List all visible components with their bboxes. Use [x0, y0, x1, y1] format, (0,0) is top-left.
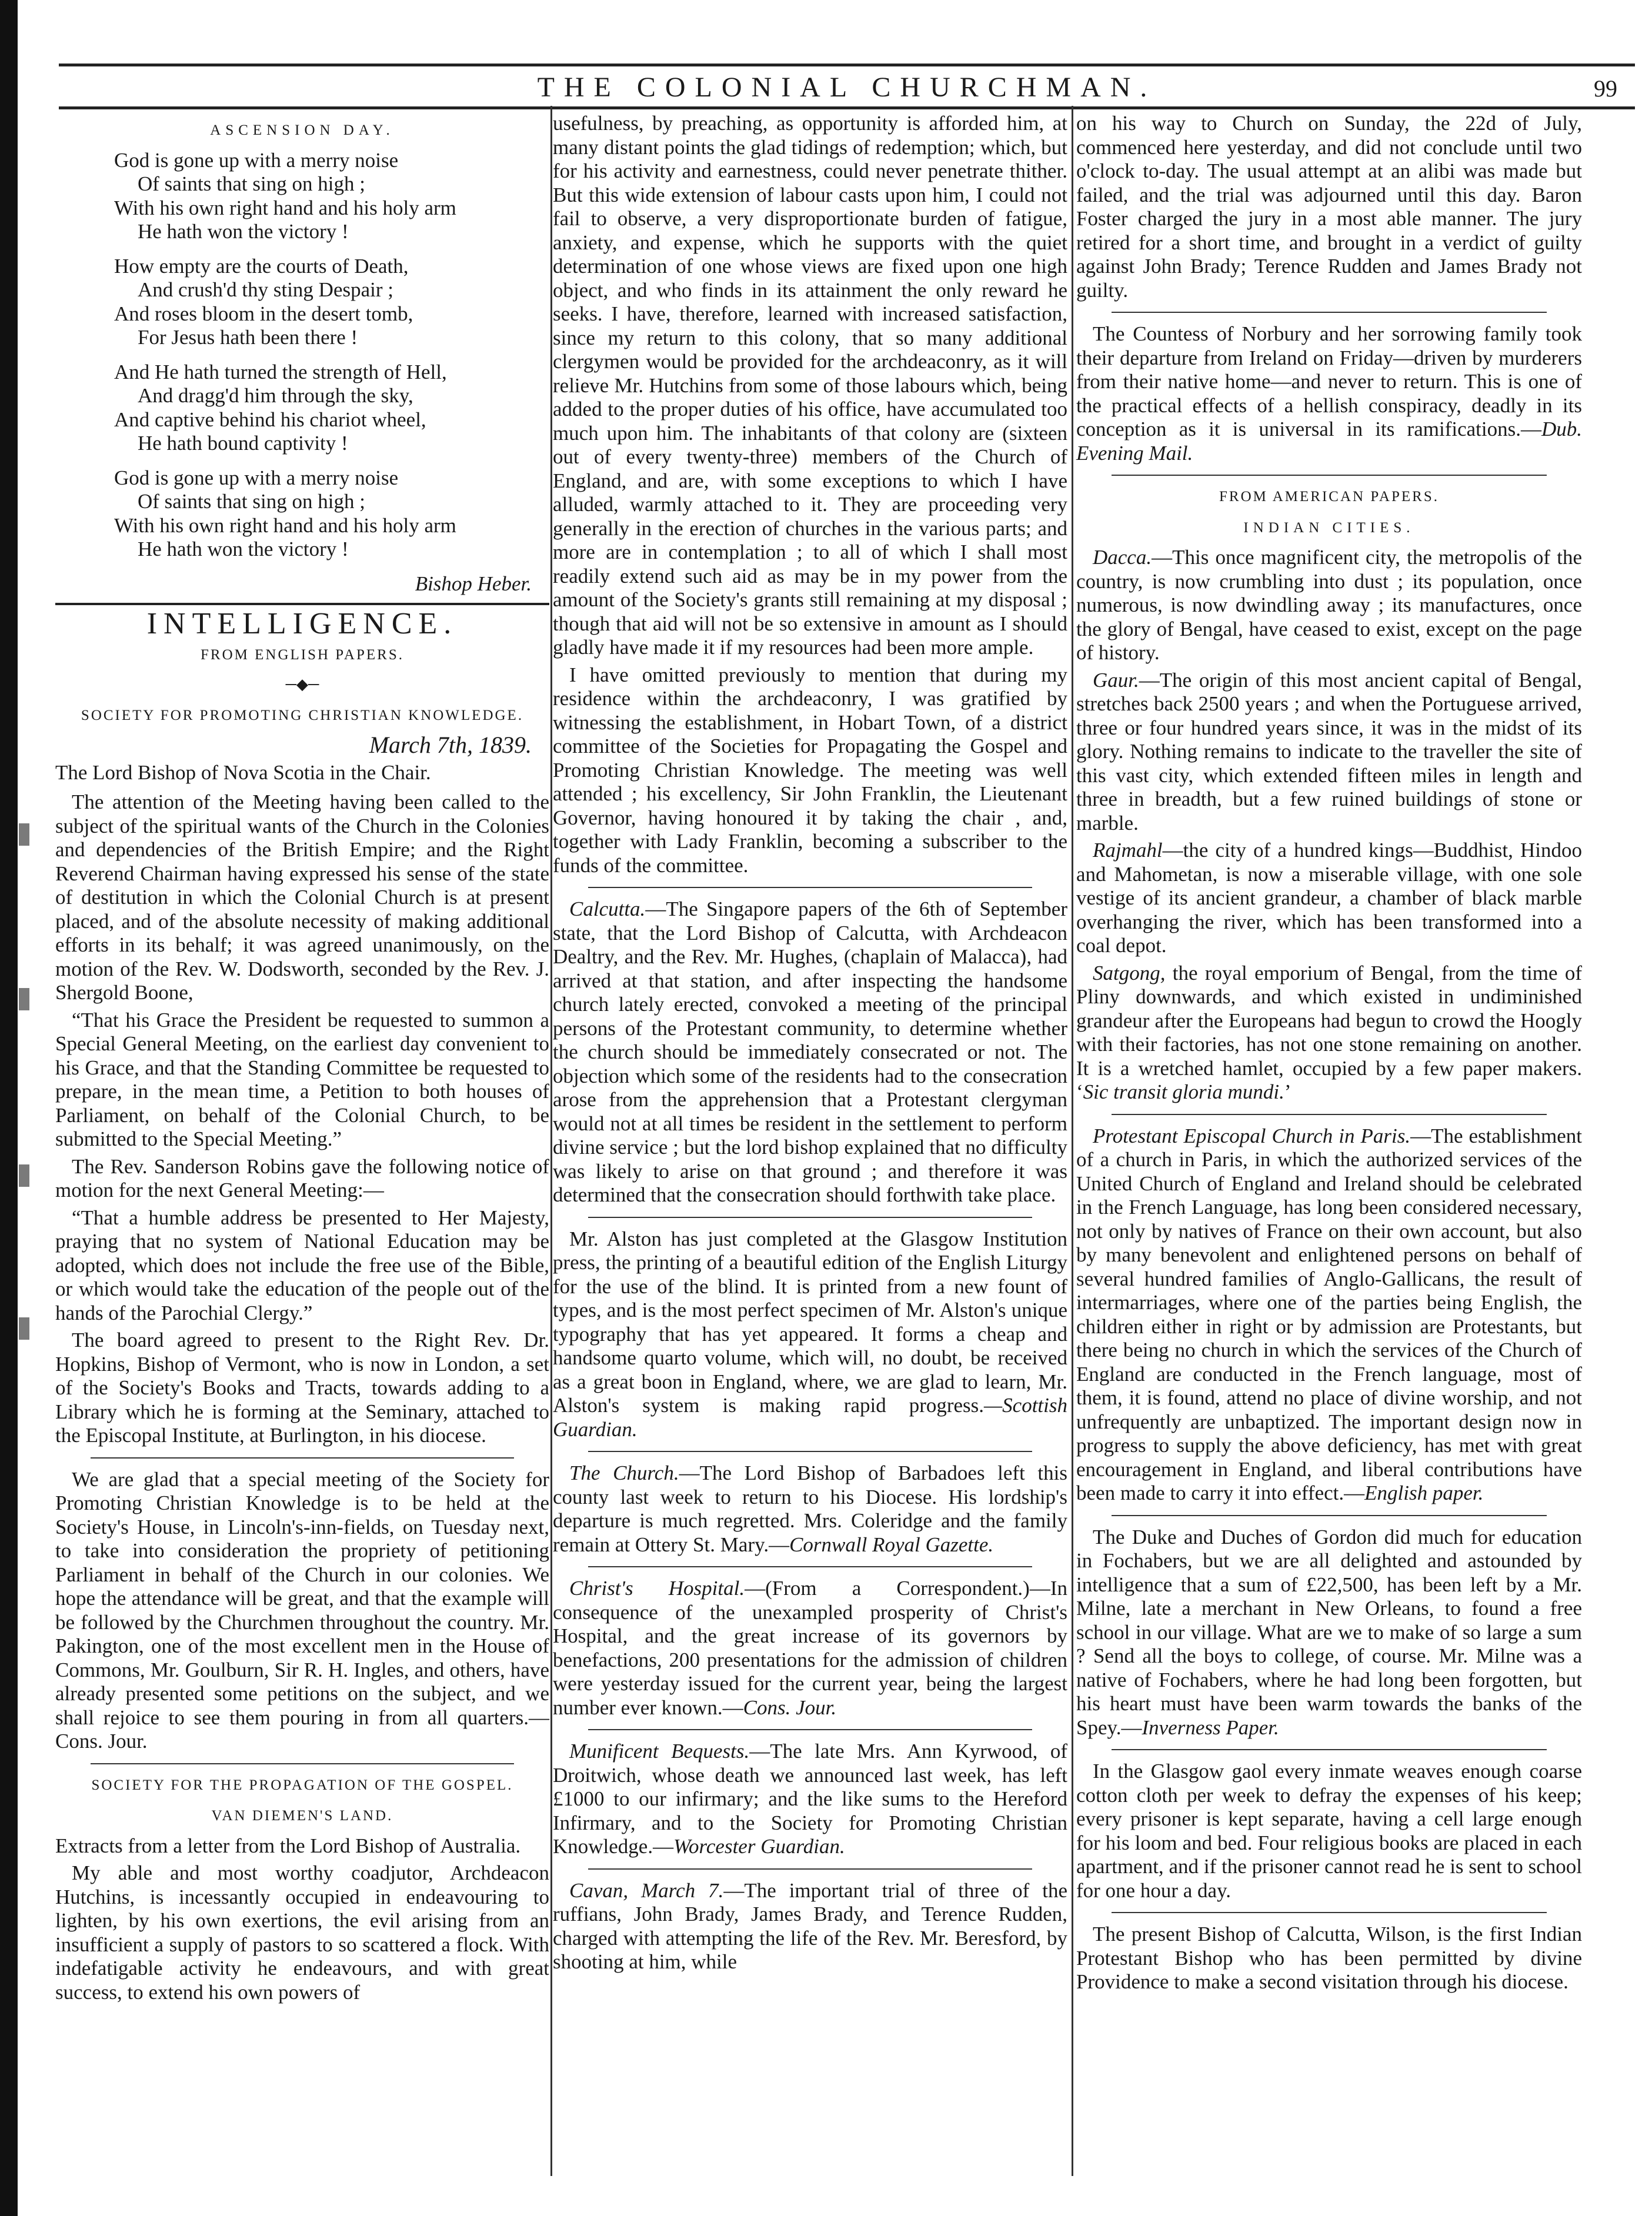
article-title: Munificent Bequests. [569, 1740, 750, 1763]
poem-stanza [114, 361, 549, 456]
article-body: —This once magnificent city, the metropolis of the country, is now crumbling into dust ; its population, once numerous, is now dwindling away ; its manufactures, once the glory of Bengal, have ceased to exist, except on the page of history. [1076, 546, 1582, 664]
paragraph: The board agreed to present to the Right Rev. Dr. Hopkins, Bishop of Vermont, who is now in London, a set of the Society's Books and Tracts, towards adding to a Library which he is forming at the Seminary, attached to the Episcopal Institute, at Burlington, in his diocese. [55, 1329, 549, 1447]
poem-line: For Jesus hath been there ! [138, 326, 358, 349]
article-title: Cavan, March 7. [569, 1878, 724, 1902]
article-body: the royal emporium of Bengal, from the time of Pliny downwards, and which existed in undiminished grandeur after the Europeans had begun to crowd the Hoogly with their factories, has not one stone remaining on another. It is a wretched hamlet, occupied by a few paper makers. ‘ [1076, 961, 1582, 1103]
poem-signature: Bishop Heber. [415, 572, 532, 595]
article-divider [91, 1457, 514, 1459]
article [1076, 669, 1582, 836]
section-subheading: FROM AMERICAN PAPERS. [1219, 489, 1439, 505]
article-divider [588, 887, 1032, 888]
article-title: Rajmahl [1093, 839, 1163, 862]
section-subheading: INDIAN CITIES. [1243, 519, 1415, 536]
paragraph: I have omitted previously to mention that during my residence within the archdeaconry, I was gratified by witnessing the establishment, in Hobart Town, of a district committee of the Societies for Propagating the Gospel and Promoting Christian Knowledge. The meeting was well attended ; his excellency, Sir John Franklin, the Lieutenant Governor, having honoured it by taking the chair , and, together with Lady Franklin, becoming a subscriber to the funds of the committee. [553, 663, 1067, 877]
margin-fragment [19, 988, 29, 1010]
paragraph: The Rev. Sanderson Robins gave the following notice of motion for the next General Meeting:— [55, 1154, 549, 1202]
article-body: —The establishment of a church in Paris, in which the authorized services of the United Church of England and Ireland should be celebrated in the French Language, has long been considered necessary, not only by natives of France on their own account, but also by many benevolent and enlightened persons on behalf of several hundred families of Anglo-Gallicans, the result of intermarriages, where one of the parties being English, the children either in right or by admission are Protestants, but there being no church in which the services of the Church of England are conducted in the French language, most of them, it is found, attend no place of divine worship, and not unfrequently are unbaptized. The important design now in progress to supply the above deficiency, has met with great encouragement in England, and liberal contributions have been made to carry it into effect.— [1076, 1124, 1582, 1504]
article-source: —Scottish Guardian. [553, 1394, 1067, 1441]
poem-stanza [114, 255, 549, 350]
article [1076, 839, 1582, 958]
article [553, 1461, 1067, 1557]
newspaper-title: THE COLONIAL CHURCHMAN. [537, 72, 1157, 103]
paragraph: Extracts from a letter from the Lord Bishop of Australia. [55, 1834, 521, 1857]
poem-line: And roses bloom in the desert tomb, [114, 302, 413, 325]
ornament-divider: ─◆─ [285, 676, 319, 693]
poem-line: With his own right hand and his holy arm [114, 513, 456, 537]
article-title: Protestant Episcopal Church in Paris. [1093, 1124, 1411, 1147]
article [1076, 322, 1582, 465]
poem-stanza [114, 466, 549, 562]
poem-line: Of saints that sing on high ; [138, 490, 365, 513]
column-rule [550, 106, 552, 2176]
article-body: —The Lord Bishop of Barbadoes left this county last week to return to his Diocese. His lordship's departure is much regretted. Mrs. Coleridge and the family remain at Ottery St. Mary.— [553, 1461, 1067, 1556]
poem-line: With his own right hand and his holy arm [114, 196, 456, 219]
article-body: The Duke and Duches of Gordon did much for education in Fochabers, but we are all delighted and astounded by intelligence that a sum of £22,500, has been left by a Mr. Milne, late a merchant in New Orleans, to found a free school in our village. What are we to make of so large a sum ? Send all the boys to college, of course. Mr. Milne was a native of Fochabers, where he had long been forgotten, but his heart must have been warm towards the banks of the Spey.— [1076, 1525, 1582, 1739]
poem-line: He hath won the victory ! [138, 220, 349, 243]
article-divider [1112, 312, 1547, 313]
article [553, 1577, 1067, 1720]
article-source: Cornwall Royal Gazette. [789, 1533, 994, 1556]
article-title: Calcutta. [569, 897, 646, 920]
article-body: —The late Mrs. Ann Kyrwood, of Droitwich, whose death we announced last week, has left £1000 to our infirmary; and the like sums to the Hereford Infirmary, and to the Society for Promoting Christian Knowledge.— [553, 1740, 1067, 1858]
masthead [59, 64, 1635, 109]
latin-quote: Sic transit gloria mundi. [1083, 1080, 1284, 1103]
paragraph: The attention of the Meeting having been called to the subject of the spiritual wants of the Church in the Colonies and dependencies of the British Empire; and the Right Reverend Chairman having expressed his sense of the state of destitution in which the Colonial Church is at present placed, and of the absolute necessity of making additional efforts in its behalf; it was agreed unanimously, on the motion of the Rev. W. Dodsworth, seconded by the Rev. J. Shergold Boone, [55, 790, 549, 1004]
article-divider [588, 1729, 1032, 1730]
meeting-date: March 7th, 1839. [369, 732, 532, 758]
paragraph: We are glad that a special meeting of the Society for Promoting Christian Knowledge is to be held at the Society's House, in Lincoln's-inn-fields, on Tuesday next, to take into consideration the propriety of petitioning Parliament in behalf of the Church in our colonies. We hope the attendance will be great, and that the example will be followed by the Churchmen throughout the country. Mr. Pakington, one of the most excellent men in the House of Commons, Mr. Goulburn, Sir R. H. Ingles, and others, have already presented some petitions on the subject, and we shall rejoice to see them pouring in from all quarters.—Cons. Jour. [55, 1467, 549, 1753]
article-body: —(From a Correspondent.)—In consequence of the unexampled prosperity of Christ's Hospital, and the great increase of its governors by benefactions, 200 presentations for the admission of children were yesterday issued for the current year, being the largest number ever known.— [553, 1577, 1067, 1719]
poem-line: And crush'd thy sting Despair ; [138, 278, 394, 301]
article [1076, 1526, 1582, 1740]
poem-line: God is gone up with a merry noise [114, 466, 399, 489]
article-divider [588, 1217, 1032, 1218]
intelligence-heading: INTELLIGENCE. [146, 607, 458, 640]
margin-fragment [19, 1317, 29, 1340]
article-divider [1112, 1114, 1547, 1115]
poem-title: ASCENSION DAY. [210, 122, 395, 138]
poem-line: How empty are the courts of Death, [114, 254, 409, 278]
section-subheading: SOCIETY FOR THE PROPAGATION OF THE GOSPEL. [91, 1777, 513, 1793]
article [1076, 1124, 1582, 1506]
article-divider [588, 1868, 1032, 1870]
poem-line: He hath bound captivity ! [138, 432, 348, 455]
paragraph: The Lord Bishop of Nova Scotia in the Chair. [55, 760, 431, 784]
poem-stanza [114, 149, 549, 244]
poem-line: God is gone up with a merry noise [114, 148, 399, 172]
article-source: English paper. [1364, 1481, 1484, 1504]
paragraph: usefulness, by preaching, as opportunity is afforded him, at many distant points the glad tidings of redemption; which, but for his activity and earnestness, could never penetrate thither. But this wide extension of labour casts upon him, I could not fail to observe, a very disproportionate burden of fatigue, anxiety, and expense, which he supports with the quiet determination of one whose views are fixed upon one high object, and who finds in its attainment the only reward he seeks. I have, therefore, learned with increased satisfaction, since my return to this colony, that so many additional clergymen would be provided for the archdeaconry, as it will relieve Mr. Hutchins from some of those labours which, being added to the proper duties of his office, have accumulated too much upon him. The inhabitants of that colony are (sixteen out of every twenty-three) members of the Church of England, and are, with some exceptions to which I have alluded, warmly attached to it. They are proceeding very generally in the erection of churches in the various parts; and more are in contemplation ; to all of which I shall most readily extend such aid as may be in my power from the amount of the Society's grants still remaining at my disposal ; though that aid will not be so extensive in amount as I should gladly have made it if my resources had been more ample. [553, 112, 1067, 659]
article-source: Inverness Paper. [1142, 1716, 1279, 1739]
article-source: Cons. Jour. [743, 1696, 837, 1719]
margin-fragment [19, 823, 29, 846]
poem-line: And dragg'd him through the sky, [138, 384, 413, 407]
article-body: —The important trial of three of the ruffians, John Brady, James Brady, and Terence Rudden, charged with attempting the life of the Rev. Mr. Beresford, by shooting at him, while [553, 1878, 1067, 1973]
article [1076, 546, 1582, 665]
section-subheading: VAN DIEMEN'S LAND. [211, 1808, 393, 1824]
article-body: The Countess of Norbury and her sorrowing family took their departure from Ireland on Friday—driven by murderers from their native home—and never to return. This is one of the practical effects of a hellish conspiracy, deadly in its conception as it is universal in its ramifications.— [1076, 322, 1582, 440]
article-title: Dacca. [1093, 546, 1152, 569]
paragraph: The present Bishop of Calcutta, Wilson, is the first Indian Protestant Bishop who has been permitted by divine Providence to make a second visitation through his diocese. [1076, 1923, 1582, 1993]
column-rule [1072, 106, 1073, 2176]
article-body: —The origin of this most ancient capital of Bengal, stretches back 2500 years ; and when the Portuguese arrived, three or four hundred years since, it was in the midst of its glory. Nothing remains to indicate to the traveller the site of this vast city, which extended fifteen miles in length and three in breadth, but a few ruined buildings of stone or marble. [1076, 668, 1582, 835]
article-title: Christ's Hospital. [569, 1577, 745, 1600]
article-title: The Church. [569, 1461, 679, 1484]
article [553, 1227, 1067, 1442]
article-title: Satgong, [1093, 961, 1166, 984]
page-number: 99 [1594, 75, 1617, 102]
poem-line: And captive behind his chariot wheel, [114, 408, 426, 431]
article-divider [91, 1763, 514, 1764]
article-source: Worcester Guardian. [673, 1835, 845, 1858]
article-body: Mr. Alston has just completed at the Glasgow Institution press, the printing of a beautiful edition of the English Liturgy for the use of the blind. It is printed from a new fount of types, and is the most perfect specimen of Mr. Alston's unique typography that has yet appeared. It forms a cheap and handsome quarto volume, which will, no doubt, be received as a great boon in England, where, we are glad to learn, Mr. Alston's system is making rapid progress. [553, 1227, 1067, 1417]
article [553, 1879, 1067, 1974]
poem-line: Of saints that sing on high ; [138, 172, 365, 195]
article-body: —the city of a hundred kings—Buddhist, Hindoo and Mahometan, is now a miserable village, with one sole vestige of its ancient grandeur, a chamber of black marble overhanging the river, which has been transformed into a coal depot. [1076, 839, 1582, 957]
article-divider [588, 1566, 1032, 1567]
paragraph: “That a humble address be presented to Her Majesty, praying that no system of National Education may be adopted, which does not include the free use of the Bible, or which would take the education of the people out of the hands of the Parochial Clergy.” [55, 1206, 549, 1324]
poem [55, 149, 549, 562]
paragraph: “That his Grace the President be requested to summon a Special General Meeting, on the earliest day convenient to his Grace, and that the Standing Committee be requested to prepare, in the mean time, a Petition to both houses of Parliament, on behalf of the Colonial Church, to be submitted to the Special Meeting.” [55, 1008, 549, 1150]
article-divider [1112, 1912, 1547, 1913]
article-title: Gaur. [1093, 668, 1139, 692]
binding-edge [0, 0, 18, 2216]
section-subheading: SOCIETY FOR PROMOTING CHRISTIAN KNOWLEDGE. [81, 707, 524, 723]
poem-line: And He hath turned the strength of Hell, [114, 360, 447, 383]
section-subheading: FROM ENGLISH PAPERS. [201, 646, 404, 663]
section-divider [55, 603, 549, 605]
column-1 [55, 112, 549, 2008]
article [553, 1740, 1067, 1859]
article [553, 897, 1067, 1207]
article-divider [1112, 475, 1547, 476]
column-3 [1076, 112, 1582, 1998]
poem-line: He hath won the victory ! [138, 538, 349, 560]
article-source: Dub. Evening Mail. [1076, 418, 1582, 465]
article-body: —The Singapore papers of the 6th of September state, that the Lord Bishop of Calcutta, with Archdeacon Dealtry, and the Rev. Mr. Hughes, (chaplain of Malacca), had arrived at that station, and after inspecting the handsome church lately erected, convoked a meeting of the principal persons of the Protestant community, to determine whether the church should be immediately consecrated or not. The objection which some of the residents had to the consecration arose from the apprehension that a Protestant clergyman would not at all times be resident in the settlement to perform divine service ; but the lord bishop explained that no difficulty was likely to arise on that ground ; and therefore it was determined that the consecration should forthwith take place. [553, 897, 1067, 1206]
article-divider [1112, 1749, 1547, 1750]
paragraph: on his way to Church on Sunday, the 22d of July, commenced here yesterday, and did not conclude until two o'clock to-day. The usual attempt at an alibi was made but failed, and the trial was adjourned until this day. Baron Foster charged the jury in a most able manner. The jury retired for a short time, and brought in a verdict of guilty against John Brady; Terence Rudden and James Brady not guilty. [1076, 112, 1582, 302]
column-2 [553, 112, 1067, 1978]
paragraph: My able and most worthy coadjutor, Archdeacon Hutchins, is incessantly occupied in endeavouring to lighten, by his own exertions, the evil arising from an insufficient a supply of pastors to so scattered a flock. With indefatigable activity he endeavours, and with great success, to extend his own powers of [55, 1861, 549, 2004]
article: Satgong, the royal emporium of Bengal, from the time of Pliny downwards, and which existed in undiminished grandeur after the Europeans had begun to crowd the Hoogly with their factories, has not one stone remaining on another. It is a wretched hamlet, occupied by a few paper makers. ‘Sic transit gloria mundi.’ [1076, 961, 1582, 1103]
paragraph: In the Glasgow gaol every inmate weaves enough coarse cotton cloth per week to defray the expenses of his keep; every prisoner is kept separate, having a cell large enough for his loom and bed. Four religious books are placed in each apartment, and if the prisoner cannot read he is sent to school for one hour a day. [1076, 1760, 1582, 1902]
margin-fragment [19, 1164, 29, 1187]
article-divider [588, 1451, 1032, 1452]
article-divider [1112, 1515, 1547, 1516]
